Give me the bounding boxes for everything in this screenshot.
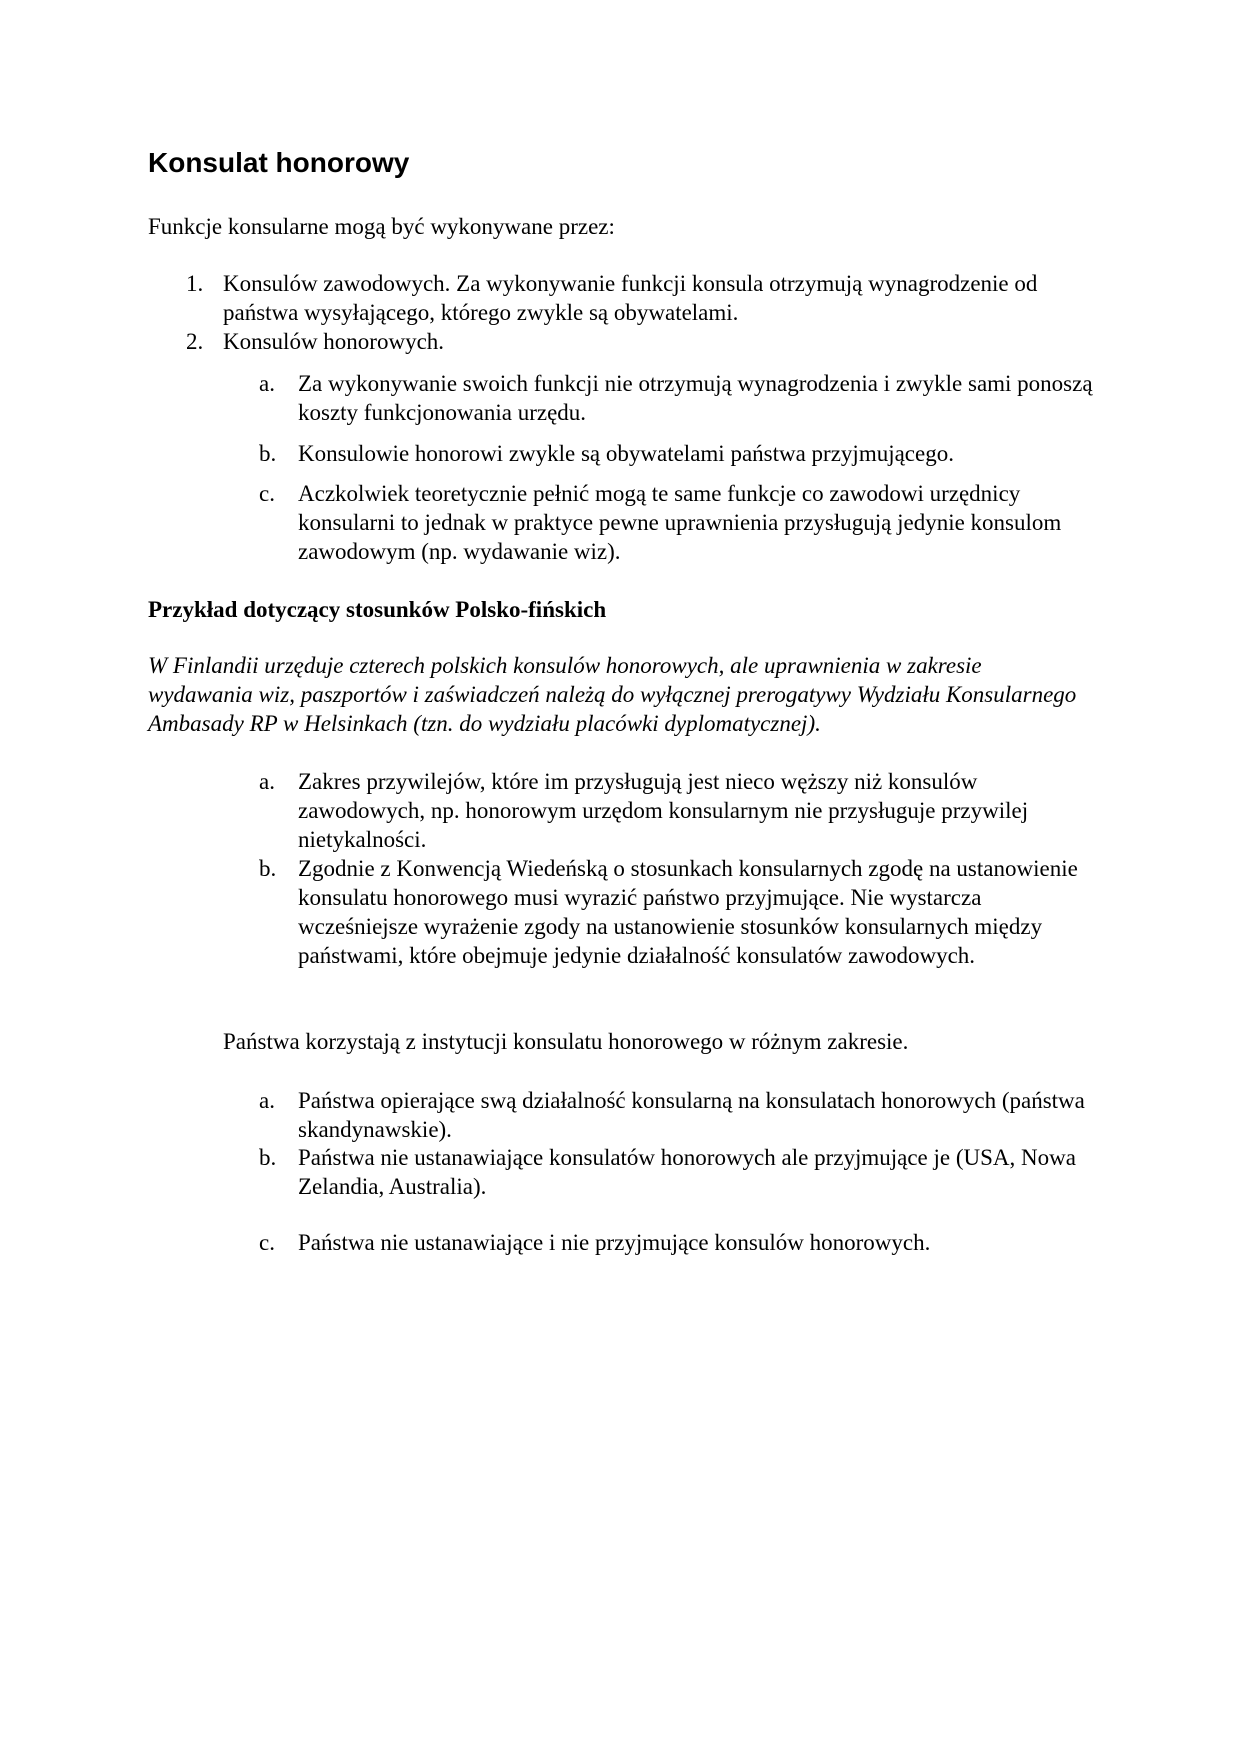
list-marker: 1.	[186, 271, 204, 296]
list-item	[259, 854, 1099, 970]
list-item-text: Państwa opierające swą działalność konsularną na konsulatach honorowych (państwa skandynawskie).	[298, 1088, 1085, 1142]
list-marker: b.	[259, 856, 277, 881]
section-heading: Przykład dotyczący stosunków Polsko-fińskich	[148, 597, 607, 622]
list-item-text: Konsulów honorowych.	[223, 329, 445, 354]
list-marker: a.	[259, 769, 275, 794]
list-item	[259, 1228, 1099, 1257]
list-marker: 2.	[186, 329, 204, 354]
list-item	[259, 1086, 1099, 1144]
list-item-text: Państwa nie ustanawiające i nie przyjmujące konsulów honorowych.	[298, 1230, 931, 1255]
list-item-text: Konsulowie honorowi zwykle są obywatelami państwa przyjmującego.	[298, 441, 954, 466]
list-marker: a.	[259, 371, 275, 396]
list-item-text: Za wykonywanie swoich funkcji nie otrzymują wynagrodzenia i zwykle sami ponoszą koszty funkcjonowania urzędu.	[298, 371, 1093, 425]
list-marker: a.	[259, 1088, 275, 1113]
page-title: Konsulat honorowy	[148, 147, 410, 178]
list-item	[259, 439, 1099, 468]
example-paragraph: W Finlandii urzęduje czterech polskich konsulów honorowych, ale uprawnienia w zakresie wydawania wiz, paszportów i zaświadczeń należą do wyłącznej prerogatywy Wydziału Konsularnego Ambasady RP w Helsinkach (tzn. do wydziału placówki dyplomatycznej).	[148, 653, 1077, 736]
list-item	[186, 269, 1086, 327]
list-item-text: Aczkolwiek teoretycznie pełnić mogą te same funkcje co zawodowi urzędnicy konsularni to jednak w praktyce pewne uprawnienia przysługują jedynie konsulom zawodowym (np. wydawanie wiz).	[298, 481, 1062, 564]
list-item-text: Państwa nie ustanawiające konsulatów honorowych ale przyjmujące je (USA, Nowa Zelandia, Australia).	[298, 1145, 1076, 1199]
list-item	[186, 327, 1086, 356]
list-item-text: Zakres przywilejów, które im przysługują jest nieco węższy niż konsulów zawodowych, np. honorowym urzędom konsularnym nie przysługuje przywilej nietykalności.	[298, 769, 1029, 852]
list-item	[259, 1143, 1099, 1201]
list-marker: b.	[259, 1145, 277, 1170]
intro-paragraph: Funkcje konsularne mogą być wykonywane przez:	[148, 214, 615, 239]
list-marker: c.	[259, 481, 275, 506]
list-marker: c.	[259, 1230, 275, 1255]
list-item	[259, 479, 1099, 566]
list-item-text: Zgodnie z Konwencją Wiedeńską o stosunkach konsularnych zgodę na ustanowienie konsulatu honorowego musi wyrazić państwo przyjmujące. Nie wystarcza wcześniejsze wyrażenie zgody na ustanowienie stosunków konsularnych między państwami, które obejmuje jedynie działalność konsulatów zawodowych.	[298, 856, 1078, 968]
list-item-text: Konsulów zawodowych. Za wykonywanie funkcji konsula otrzymują wynagrodzenie od państwa wysyłającego, którego zwykle są obywatelami.	[223, 271, 1038, 325]
list-item	[259, 369, 1099, 427]
list-marker: b.	[259, 441, 277, 466]
list-item	[259, 767, 1099, 854]
states-intro-paragraph: Państwa korzystają z instytucji konsulatu honorowego w różnym zakresie.	[223, 1029, 909, 1054]
